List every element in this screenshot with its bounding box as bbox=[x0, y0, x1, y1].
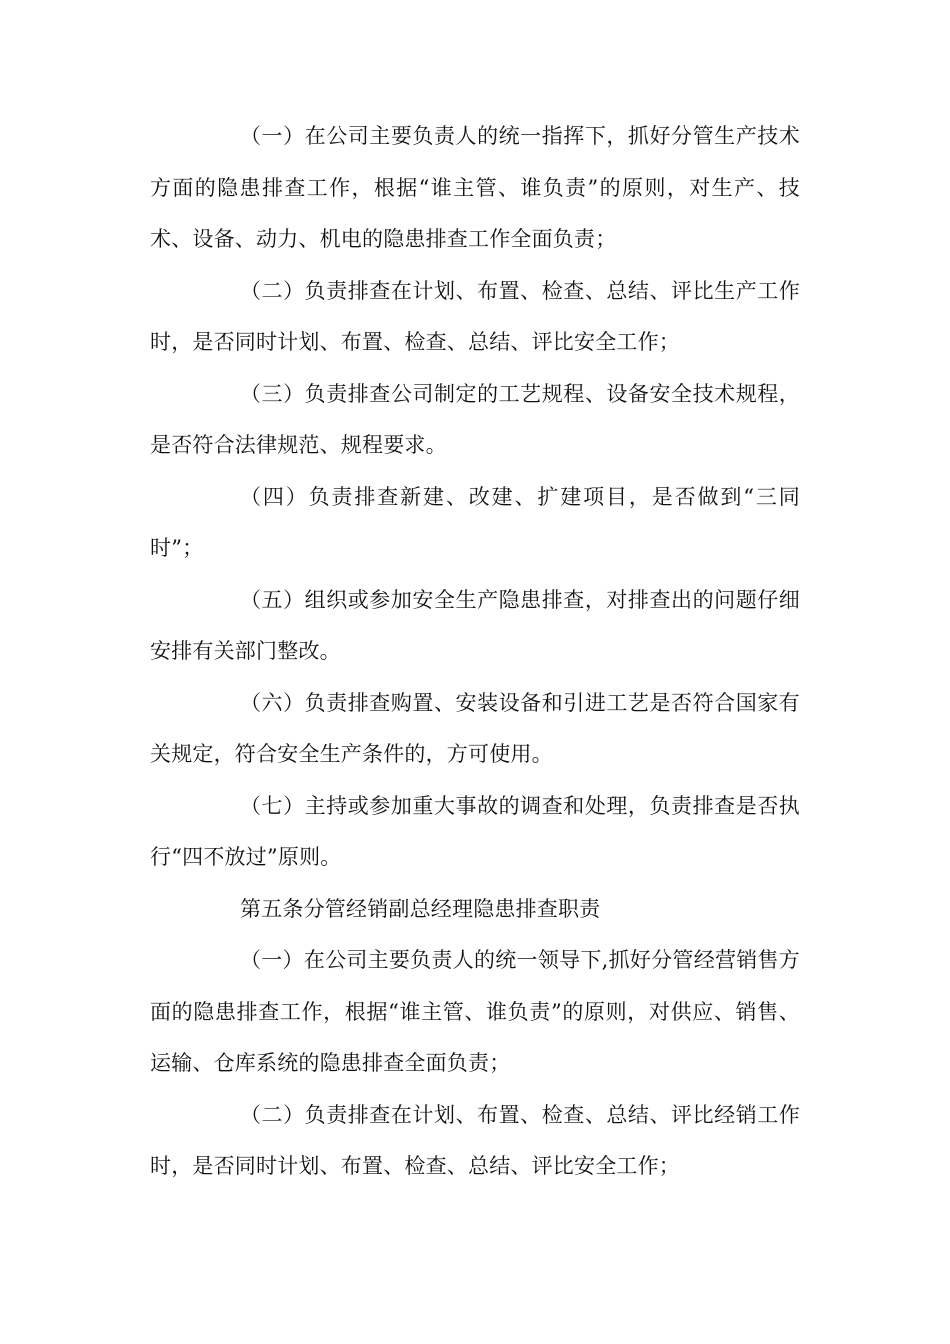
section4-item-4: （四）负责排查新建、改建、扩建项目，是否做到“三同时”； bbox=[150, 484, 800, 560]
section4-item-2: （二）负责排查在计划、布置、检查、总结、评比生产工作时，是否同时计划、布置、检查、总结、评比安全工作； bbox=[150, 278, 800, 354]
section4-item-7: （七）主持或参加重大事故的调查和处理，负责排查是否执行“四不放过”原则。 bbox=[150, 793, 800, 869]
section5-item-1: （一）在公司主要负责人的统一领导下,抓好分管经营销售方面的隐患排查工作，根据“谁主管、谁负责”的原则，对供应、销售、运输、仓库系统的隐患排查全面负责； bbox=[150, 948, 800, 1075]
document-body bbox=[150, 111, 800, 1193]
section4-item-5: （五）组织或参加安全生产隐患排查，对排查出的问题仔细安排有关部门整改。 bbox=[150, 587, 800, 663]
section4-item-6: （六）负责排查购置、安装设备和引进工艺是否符合国家有关规定，符合安全生产条件的，方可使用。 bbox=[150, 690, 800, 766]
section5-heading: 第五条分管经销副总经理隐患排查职责 bbox=[240, 896, 601, 921]
section5-item-2: （二）负责排查在计划、布置、检查、总结、评比经销工作时，是否同时计划、布置、检查、总结、评比安全工作； bbox=[150, 1102, 800, 1178]
section4-item-3: （三）负责排查公司制定的工艺规程、设备安全技术规程，是否符合法律规范、规程要求。 bbox=[150, 381, 800, 457]
section4-item-1: （一）在公司主要负责人的统一指挥下，抓好分管生产技术方面的隐患排查工作，根据“谁主管、谁负责”的原则，对生产、技术、设备、动力、机电的隐患排查工作全面负责； bbox=[150, 124, 800, 251]
